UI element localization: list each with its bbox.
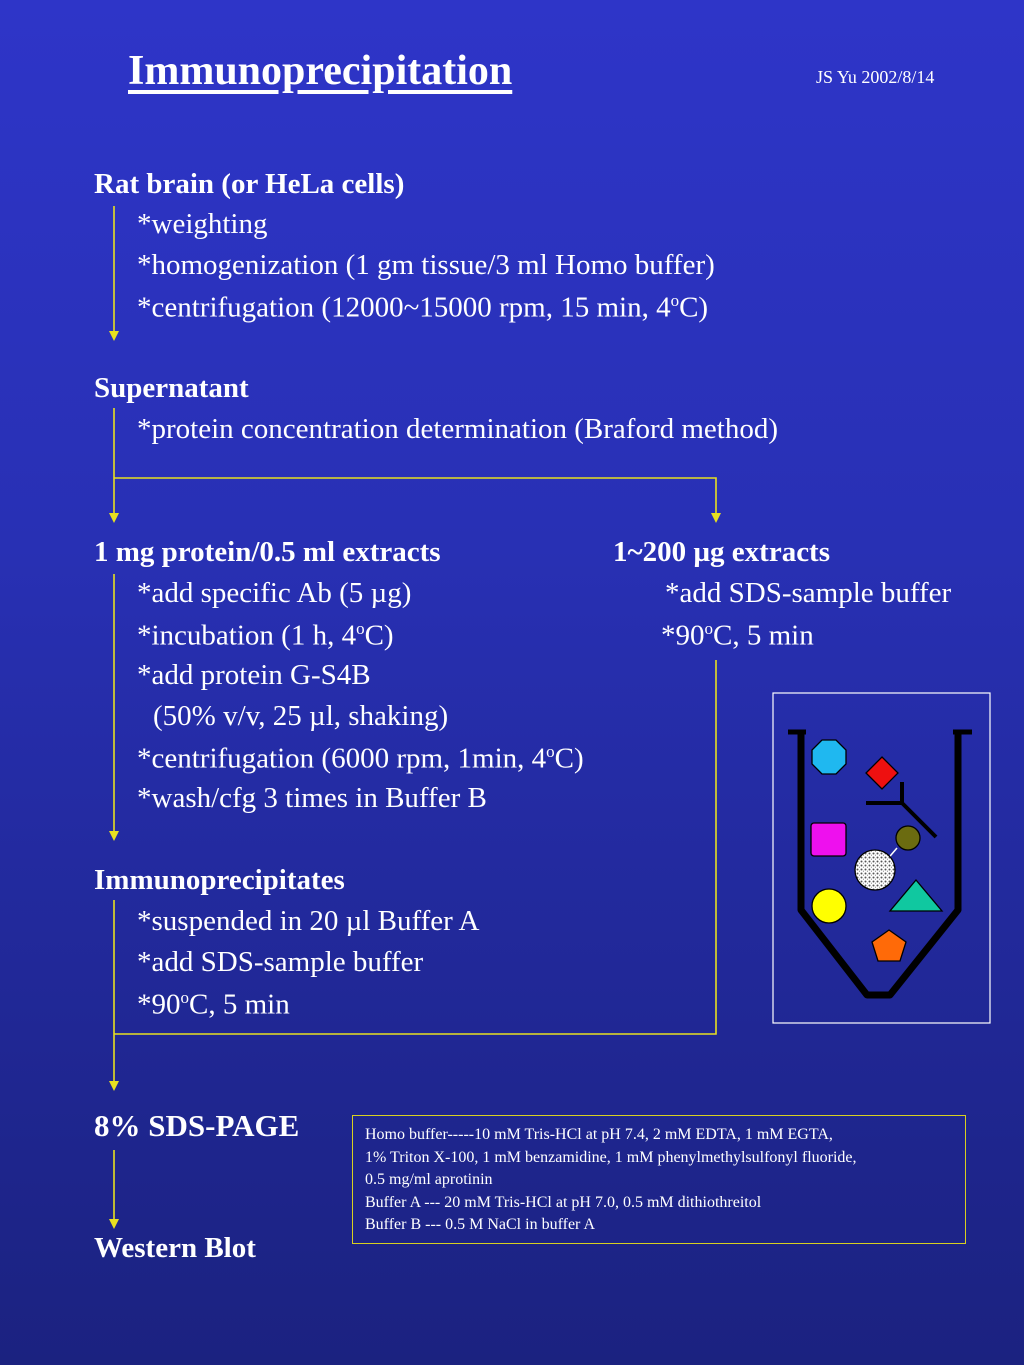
- step-add-protein-g: *add protein G-S4B: [137, 659, 371, 691]
- step-weighting: *weighting: [137, 208, 268, 240]
- arrowhead-5: [109, 1081, 119, 1091]
- page-title: Immunoprecipitation: [128, 48, 513, 94]
- step-protein-determination: *protein concentration determination (Braford method): [137, 413, 779, 445]
- arrowhead-6: [109, 1219, 119, 1229]
- note-buffer-b: Buffer B --- 0.5 M NaCl in buffer A: [365, 1216, 596, 1234]
- arrowhead-4: [109, 831, 119, 841]
- note-homo-buffer-1: Homo buffer-----10 mM Tris-HCl at pH 7.4, 2 mM EDTA, 1 mM EGTA,: [365, 1126, 833, 1143]
- step-incubation: *incubation (1 h, 4$^o$C): [137, 619, 394, 652]
- flow-line-branch: [114, 478, 716, 514]
- step-centrifugation-1: *centrifugation (12000~15000 rpm, 15 min, 4$^o$C): [137, 291, 709, 324]
- step-homogenization: *homogenization (1 gm tissue/3 ml Homo buffer): [137, 249, 715, 281]
- octagon-protein-icon: [812, 740, 846, 774]
- note-buffer-a: Buffer A --- 20 mM Tris-HCl at pH 7.0, 0.5 mM dithiothreitol: [365, 1193, 762, 1211]
- step-direct-heat: *90$^o$C, 5 min: [661, 619, 814, 652]
- arrowhead-2: [109, 513, 119, 523]
- ip-branch-heading: 1 mg protein/0.5 ml extracts: [94, 536, 441, 568]
- direct-branch-heading: 1~200 µg extracts: [613, 536, 831, 568]
- step-wash: *wash/cfg 3 times in Buffer B: [137, 782, 487, 814]
- arrowhead-3: [711, 513, 721, 523]
- arrowhead-1: [109, 331, 119, 341]
- step-ip-heat: *90$^o$C, 5 min: [137, 988, 290, 1021]
- protein-g-bead-icon: [855, 850, 895, 890]
- sample-heading: Rat brain (or HeLa cells): [94, 168, 405, 200]
- step-add-ab: *add specific Ab (5 µg): [137, 577, 412, 609]
- pentagon-protein-icon: [872, 930, 906, 961]
- western-blot-heading: Western Blot: [94, 1232, 256, 1264]
- sds-page-heading: 8% SDS-PAGE: [94, 1108, 300, 1143]
- immunoprecipitates-heading: Immunoprecipitates: [94, 864, 345, 896]
- target-protein-icon: [896, 826, 920, 850]
- note-homo-buffer-2: 1% Triton X-100, 1 mM benzamidine, 1 mM phenylmethylsulfonyl fluoride,: [365, 1148, 857, 1166]
- step-suspend: *suspended in 20 µl Buffer A: [137, 905, 480, 937]
- step-ip-sds-buffer: *add SDS-sample buffer: [137, 946, 424, 978]
- square-protein-icon: [811, 823, 846, 856]
- diamond-protein-icon: [866, 757, 898, 789]
- author-date: JS Yu 2002/8/14: [816, 67, 935, 87]
- supernatant-heading: Supernatant: [94, 372, 249, 404]
- step-centrifugation-2: *centrifugation (6000 rpm, 1min, 4$^o$C): [137, 742, 584, 775]
- note-homo-buffer-3: 0.5 mg/ml aprotinin: [365, 1171, 493, 1189]
- triangle-protein-icon: [890, 880, 942, 911]
- step-direct-sds-buffer: *add SDS-sample buffer: [665, 577, 952, 609]
- step-protein-g-detail: (50% v/v, 25 µl, shaking): [153, 700, 449, 732]
- flow-line-direct-merge: [114, 660, 716, 1034]
- circle-protein-icon: [812, 889, 846, 923]
